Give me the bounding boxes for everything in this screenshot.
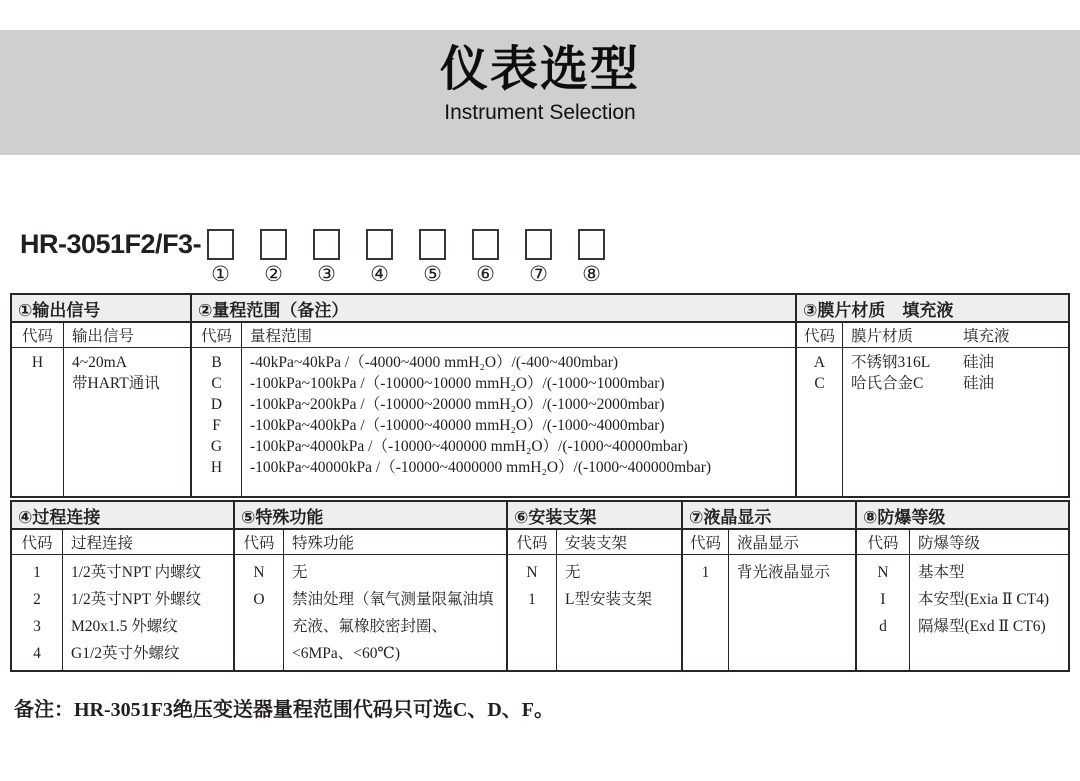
material-column-header: 膜片材质	[851, 328, 914, 345]
model-code-box-4	[366, 229, 393, 260]
explosion-proof-code: I	[880, 591, 886, 608]
lcd-value: 背光液晶显示	[737, 564, 831, 581]
section-output-signal	[12, 295, 192, 496]
connection-value: 1/2英寸NPT 外螺纹	[71, 591, 202, 608]
material-code: A	[813, 354, 826, 371]
material-code: C	[814, 375, 825, 392]
section-process-connection-title: ④过程连接	[12, 502, 233, 530]
fill-value: 硅油	[963, 375, 995, 392]
explosion-proof-value: 基本型	[918, 564, 965, 581]
special-function-code: O	[253, 591, 265, 608]
section-mounting-bracket-title: ⑥安装支架	[508, 502, 681, 530]
circled-number-5: ⑤	[423, 262, 442, 286]
model-code-box-5	[419, 229, 446, 260]
connection-code: 1	[33, 564, 41, 581]
explosion-proof-column-header: 防爆等级	[910, 530, 1068, 555]
output-signal-code: H	[31, 354, 44, 371]
section-process-connection	[12, 502, 235, 670]
model-code-unit-6	[472, 229, 499, 286]
model-code-box-8	[578, 229, 605, 260]
code-column-header: 代码	[192, 323, 241, 348]
explosion-proof-code: d	[879, 618, 887, 635]
remark-note: 备注：HR-3051F3绝压变送器量程范围代码只可选C、D、F。	[14, 699, 554, 721]
section-explosion-proof-title: ⑧防爆等级	[857, 502, 1068, 530]
page-title: 仪表选型	[439, 43, 640, 96]
material-fill-column-header	[843, 323, 1068, 348]
circled-number-7: ⑦	[529, 262, 548, 286]
model-code-box-6	[472, 229, 499, 260]
bracket-value: 无	[565, 564, 581, 581]
model-code-unit-3	[313, 229, 340, 286]
model-code-box-3	[313, 229, 340, 260]
section-mounting-bracket	[508, 502, 683, 670]
section-diaphragm-fill	[797, 295, 1068, 496]
circled-number-8: ⑧	[582, 262, 601, 286]
material-value: 不锈钢316L	[851, 354, 931, 371]
section-range-title: ②量程范围（备注）	[192, 295, 795, 323]
model-code-unit-4	[366, 229, 393, 286]
explosion-proof-value: 隔爆型(Exd Ⅱ CT6)	[918, 618, 1046, 635]
range-value: -100kPa~200kPa /（-10000~20000 mmH₂O）/(-1000~2000mbar)	[250, 396, 665, 413]
range-value: -100kPa~100kPa /（-10000~10000 mmH₂O）/(-1000~1000mbar)	[250, 375, 665, 392]
code-column-header: 代码	[12, 323, 63, 348]
output-signal-value: 4~20mA	[72, 354, 127, 371]
explosion-proof-value: 本安型(Exia Ⅱ CT4)	[918, 591, 1050, 608]
special-function-value: 无	[292, 564, 308, 581]
range-value: -100kPa~4000kPa /（-10000~400000 mmH₂O）/(-1000~40000mbar)	[250, 438, 688, 455]
range-code: C	[211, 375, 222, 392]
code-column-header: 代码	[683, 530, 728, 555]
fill-column-header: 填充液	[963, 328, 1010, 345]
code-column-header: 代码	[797, 323, 842, 348]
section-diaphragm-fill-title: ③膜片材质 填充液	[797, 295, 1068, 323]
title-banner	[0, 30, 1080, 155]
material-fill-row	[843, 352, 1068, 373]
bracket-code: N	[526, 564, 538, 581]
section-lcd-display	[683, 502, 857, 670]
connection-column-header: 过程连接	[63, 530, 233, 555]
selection-table-lower	[10, 500, 1070, 672]
code-column-header: 代码	[12, 530, 62, 555]
lcd-column-header: 液晶显示	[729, 530, 855, 555]
code-column-header: 代码	[857, 530, 909, 555]
connection-code: 4	[33, 645, 41, 662]
material-value: 哈氏合金C	[851, 375, 924, 392]
model-code-box-7	[525, 229, 552, 260]
range-code: H	[210, 459, 223, 476]
connection-code: 3	[33, 618, 41, 635]
range-value: -100kPa~400kPa /（-10000~40000 mmH₂O）/(-1000~4000mbar)	[250, 417, 665, 434]
circled-number-4: ④	[370, 262, 389, 286]
circled-number-1: ①	[211, 262, 230, 286]
model-code-unit-1	[207, 229, 234, 286]
bracket-code: 1	[528, 591, 536, 608]
range-column-header: 量程范围	[242, 323, 795, 348]
model-code-unit-5	[419, 229, 446, 286]
lcd-code: 1	[701, 564, 710, 581]
special-function-code: N	[253, 564, 265, 581]
range-code: F	[212, 417, 221, 434]
connection-value: G1/2英寸外螺纹	[71, 645, 180, 662]
section-output-signal-title: ①输出信号	[12, 295, 190, 323]
section-explosion-proof	[857, 502, 1068, 670]
fill-value: 硅油	[963, 354, 995, 371]
connection-value: 1/2英寸NPT 内螺纹	[71, 564, 202, 581]
section-lcd-display-title: ⑦液晶显示	[683, 502, 855, 530]
special-function-column-header: 特殊功能	[284, 530, 506, 555]
model-code-unit-8	[578, 229, 605, 286]
bracket-value: L型安装支架	[565, 591, 652, 608]
range-value: -40kPa~40kPa /（-4000~4000 mmH₂O）/(-400~400mbar)	[250, 354, 619, 371]
output-signal-value: 带HART通讯	[72, 375, 160, 392]
model-code-unit-7	[525, 229, 552, 286]
range-value: -100kPa~40000kPa /（-10000~4000000 mmH₂O）/(-1000~400000mbar)	[250, 459, 712, 476]
circled-number-2: ②	[264, 262, 283, 286]
model-code-box-2	[260, 229, 287, 260]
range-code: B	[211, 354, 222, 371]
circled-number-3: ③	[317, 262, 336, 286]
output-signal-column-header: 输出信号	[64, 323, 190, 348]
bracket-column-header: 安装支架	[557, 530, 681, 555]
special-function-value: 禁油处理（氧气测量限氟油填充液、氟橡胶密封圈、<6MPa、<60℃)	[292, 591, 494, 662]
circled-number-6: ⑥	[476, 262, 495, 286]
section-special-function-title: ⑤特殊功能	[235, 502, 506, 530]
code-column-header: 代码	[508, 530, 556, 555]
model-number-row	[20, 226, 605, 286]
page-subtitle: Instrument Selection	[444, 101, 636, 124]
model-code-boxes	[207, 229, 605, 286]
range-code: D	[210, 396, 223, 413]
section-special-function	[235, 502, 508, 670]
explosion-proof-code: N	[877, 564, 889, 581]
material-fill-row	[843, 373, 1068, 394]
model-code-box-1	[207, 229, 234, 260]
connection-code: 2	[33, 591, 41, 608]
code-column-header: 代码	[235, 530, 283, 555]
section-range	[192, 295, 797, 496]
range-code: G	[210, 438, 223, 455]
connection-value: M20x1.5 外螺纹	[71, 618, 178, 635]
selection-table-upper	[10, 293, 1070, 498]
model-code-unit-2	[260, 229, 287, 286]
model-prefix: HR-3051F2/F3-	[20, 229, 202, 259]
